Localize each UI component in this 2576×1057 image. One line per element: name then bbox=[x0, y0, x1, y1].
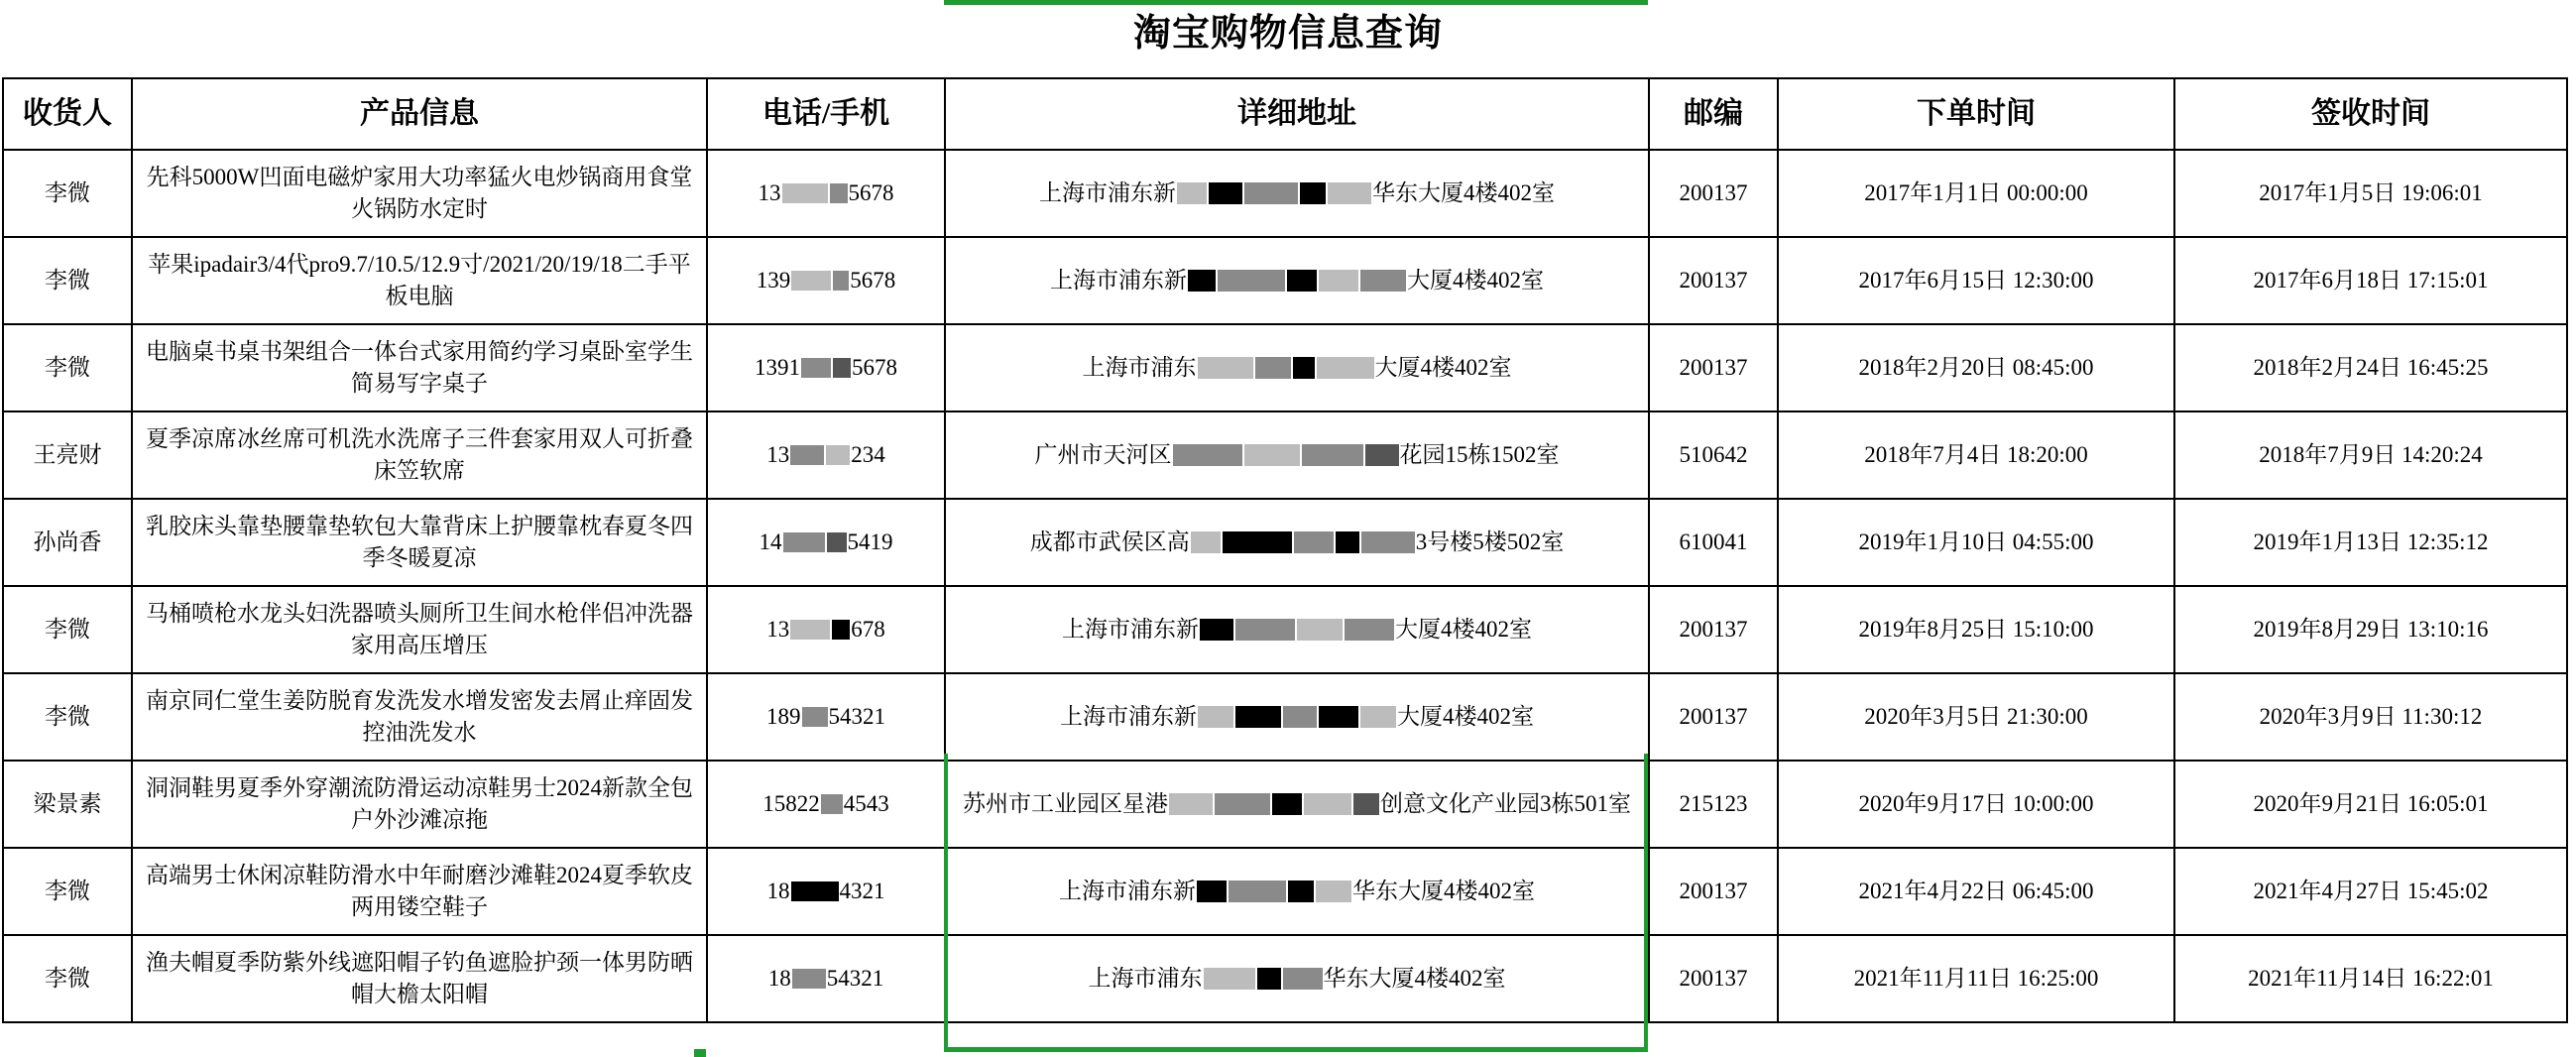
address-prefix: 上海市浦东 bbox=[1088, 966, 1203, 992]
phone-suffix: 234 bbox=[851, 442, 885, 468]
cell-zip: 215123 bbox=[1649, 761, 1778, 848]
cell-product: 夏季凉席冰丝席可机洗水洗席子三件套家用双人可折叠床笠软席 bbox=[132, 411, 707, 499]
cell-product: 乳胶床头靠垫腰靠垫软包大靠背床上护腰靠枕春夏冬四季冬暖夏凉 bbox=[132, 499, 707, 586]
column-header-phone: 电话/手机 bbox=[707, 78, 945, 150]
cell-order-time: 2019年8月25日 15:10:00 bbox=[1778, 586, 2174, 673]
redaction-block bbox=[1200, 619, 1233, 641]
column-header-receive-time: 签收时间 bbox=[2174, 78, 2567, 150]
table-row bbox=[3, 150, 2567, 237]
cell-address bbox=[945, 848, 1649, 935]
redaction-block bbox=[1188, 270, 1216, 292]
redaction-block bbox=[1294, 531, 1334, 553]
phone-prefix: 139 bbox=[756, 268, 791, 294]
address-suffix: 大厦4楼402室 bbox=[1374, 355, 1512, 381]
redaction-block bbox=[801, 358, 831, 378]
redaction-block bbox=[827, 532, 847, 552]
redaction-block bbox=[1345, 619, 1394, 641]
cell-phone bbox=[707, 411, 945, 499]
redaction-block bbox=[1304, 793, 1351, 815]
redaction-block bbox=[1360, 706, 1396, 728]
column-header-recipient: 收货人 bbox=[3, 78, 132, 150]
table-body bbox=[3, 150, 2567, 1022]
cell-phone bbox=[707, 499, 945, 586]
phone-prefix: 189 bbox=[766, 704, 801, 730]
redaction-block bbox=[1235, 619, 1295, 641]
cell-order-time: 2017年1月1日 00:00:00 bbox=[1778, 150, 2174, 237]
redaction-block bbox=[1223, 531, 1292, 553]
cell-address bbox=[945, 673, 1649, 761]
redaction-block bbox=[1257, 968, 1281, 990]
phone-suffix: 678 bbox=[851, 617, 885, 643]
redaction-block bbox=[826, 445, 850, 465]
redaction-block bbox=[1198, 357, 1253, 379]
cell-receive-time: 2019年1月13日 12:35:12 bbox=[2174, 499, 2567, 586]
redaction-block bbox=[1316, 881, 1351, 902]
cell-recipient: 王亮财 bbox=[3, 411, 132, 499]
redaction-block bbox=[1360, 270, 1406, 292]
cell-product: 渔夫帽夏季防紫外线遮阳帽子钓鱼遮脸护颈一体男防晒帽大檐太阳帽 bbox=[132, 935, 707, 1022]
phone-suffix: 5678 bbox=[852, 355, 897, 381]
cell-recipient: 李微 bbox=[3, 586, 132, 673]
cell-zip: 200137 bbox=[1649, 324, 1778, 411]
phone-suffix: 5678 bbox=[850, 268, 896, 294]
address-prefix: 上海市浦东新 bbox=[1050, 268, 1187, 294]
cell-order-time: 2021年4月22日 06:45:00 bbox=[1778, 848, 2174, 935]
cell-receive-time: 2018年7月9日 14:20:24 bbox=[2174, 411, 2567, 499]
redaction-block bbox=[830, 183, 848, 203]
cell-receive-time: 2017年6月18日 17:15:01 bbox=[2174, 237, 2567, 324]
address-selection-left-edge bbox=[944, 754, 948, 1051]
phone-suffix: 4543 bbox=[843, 791, 889, 817]
cell-product: 先科5000W凹面电磁炉家用大功率猛火电炒锅商用食堂火锅防水定时 bbox=[132, 150, 707, 237]
redaction-block bbox=[1235, 706, 1281, 728]
cell-receive-time: 2021年11月14日 16:22:01 bbox=[2174, 935, 2567, 1022]
address-suffix: 3号楼5楼502室 bbox=[1415, 529, 1565, 555]
redaction-block bbox=[802, 707, 828, 727]
cell-receive-time: 2021年4月27日 15:45:02 bbox=[2174, 848, 2567, 935]
redaction-block bbox=[1218, 270, 1285, 292]
cell-recipient: 李微 bbox=[3, 848, 132, 935]
address-selection-right-edge bbox=[1644, 754, 1648, 1051]
cell-recipient: 梁景素 bbox=[3, 761, 132, 848]
redaction-block bbox=[1283, 968, 1323, 990]
address-prefix: 上海市浦东新 bbox=[1060, 704, 1197, 730]
phone-prefix: 13 bbox=[766, 442, 790, 468]
address-suffix: 大厦4楼402室 bbox=[1407, 268, 1544, 294]
address-suffix: 华东大厦4楼402室 bbox=[1352, 879, 1535, 904]
cell-zip: 200137 bbox=[1649, 150, 1778, 237]
cell-receive-time: 2017年1月5日 19:06:01 bbox=[2174, 150, 2567, 237]
phone-suffix: 54321 bbox=[826, 966, 884, 992]
address-prefix: 上海市浦东新 bbox=[1039, 180, 1176, 206]
table-row bbox=[3, 935, 2567, 1022]
redaction-block bbox=[1191, 531, 1221, 553]
redaction-block bbox=[1317, 357, 1374, 379]
address-suffix: 大厦4楼402室 bbox=[1395, 617, 1532, 643]
address-suffix: 华东大厦4楼402室 bbox=[1323, 966, 1506, 992]
redaction-block bbox=[1297, 619, 1343, 641]
redaction-block bbox=[791, 271, 831, 291]
redaction-block bbox=[1319, 270, 1358, 292]
redaction-block bbox=[1361, 531, 1415, 553]
cell-phone bbox=[707, 150, 945, 237]
redaction-block bbox=[1255, 357, 1291, 379]
cell-zip: 510642 bbox=[1649, 411, 1778, 499]
redaction-block bbox=[1173, 444, 1242, 466]
address-prefix: 广州市天河区 bbox=[1034, 442, 1172, 468]
column-header-order-time: 下单时间 bbox=[1778, 78, 2174, 150]
phone-suffix: 54321 bbox=[828, 704, 885, 730]
redaction-block bbox=[821, 794, 843, 814]
cell-receive-time: 2020年9月21日 16:05:01 bbox=[2174, 761, 2567, 848]
phone-prefix: 18 bbox=[767, 966, 791, 992]
cell-phone bbox=[707, 761, 945, 848]
column-header-product: 产品信息 bbox=[132, 78, 707, 150]
cell-zip: 200137 bbox=[1649, 673, 1778, 761]
cell-address bbox=[945, 324, 1649, 411]
redaction-block bbox=[1198, 706, 1233, 728]
redaction-block bbox=[1197, 881, 1227, 902]
address-suffix: 华东大厦4楼402室 bbox=[1372, 180, 1555, 206]
phone-prefix: 15822 bbox=[762, 791, 820, 817]
address-prefix: 上海市浦东新 bbox=[1062, 617, 1199, 643]
page-title: 淘宝购物信息查询 bbox=[1132, 13, 1443, 55]
cell-address bbox=[945, 935, 1649, 1022]
cell-order-time: 2019年1月10日 04:55:00 bbox=[1778, 499, 2174, 586]
cell-product: 马桶喷枪水龙头妇洗器喷头厕所卫生间水枪伴侣冲洗器家用高压增压 bbox=[132, 586, 707, 673]
redaction-block bbox=[1328, 182, 1371, 204]
redaction-block bbox=[833, 271, 849, 291]
cell-phone bbox=[707, 673, 945, 761]
redaction-block bbox=[1353, 793, 1379, 815]
redaction-block bbox=[1293, 357, 1315, 379]
address-suffix: 大厦4楼402室 bbox=[1397, 704, 1534, 730]
cell-order-time: 2017年6月15日 12:30:00 bbox=[1778, 237, 2174, 324]
cell-product: 苹果ipadair3/4代pro9.7/10.5/12.9寸/2021/20/19/18二手平板电脑 bbox=[132, 237, 707, 324]
cell-phone bbox=[707, 586, 945, 673]
phone-prefix: 1391 bbox=[755, 355, 800, 381]
cell-zip: 200137 bbox=[1649, 935, 1778, 1022]
redaction-block bbox=[783, 532, 825, 552]
redaction-block bbox=[1177, 182, 1207, 204]
redaction-block bbox=[833, 358, 851, 378]
address-suffix: 花园15栋1502室 bbox=[1399, 442, 1560, 468]
cell-zip: 200137 bbox=[1649, 237, 1778, 324]
cell-address bbox=[945, 586, 1649, 673]
phone-suffix: 5419 bbox=[847, 529, 893, 555]
cell-receive-time: 2019年8月29日 13:10:16 bbox=[2174, 586, 2567, 673]
column-header-address: 详细地址 bbox=[945, 78, 1649, 150]
cell-address bbox=[945, 499, 1649, 586]
redaction-block bbox=[1287, 270, 1317, 292]
phone-suffix: 4321 bbox=[839, 879, 885, 904]
redaction-block bbox=[1229, 881, 1286, 902]
redaction-block bbox=[791, 881, 839, 901]
phone-prefix: 13 bbox=[766, 617, 790, 643]
redaction-block bbox=[832, 620, 850, 640]
cell-recipient: 李微 bbox=[3, 150, 132, 237]
cell-product: 电脑桌书桌书架组合一体台式家用简约学习桌卧室学生简易写字桌子 bbox=[132, 324, 707, 411]
redaction-block bbox=[1336, 531, 1359, 553]
redaction-block bbox=[1204, 968, 1255, 990]
redaction-block bbox=[1169, 793, 1213, 815]
table-row bbox=[3, 848, 2567, 935]
table-row bbox=[3, 411, 2567, 499]
cell-recipient: 孙尚香 bbox=[3, 499, 132, 586]
redaction-block bbox=[1209, 182, 1242, 204]
redaction-block bbox=[1272, 793, 1302, 815]
redaction-block bbox=[790, 445, 824, 465]
cell-recipient: 李微 bbox=[3, 324, 132, 411]
redaction-block bbox=[782, 183, 828, 203]
phone-prefix: 18 bbox=[766, 879, 790, 904]
cell-receive-time: 2020年3月9日 11:30:12 bbox=[2174, 673, 2567, 761]
table-row bbox=[3, 499, 2567, 586]
table-row bbox=[3, 586, 2567, 673]
redaction-block bbox=[792, 969, 826, 989]
phone-prefix: 13 bbox=[758, 180, 781, 206]
cell-phone bbox=[707, 848, 945, 935]
cell-product: 高端男士休闲凉鞋防滑水中年耐磨沙滩鞋2024夏季软皮两用镂空鞋子 bbox=[132, 848, 707, 935]
redaction-block bbox=[1365, 444, 1399, 466]
redaction-block bbox=[1283, 706, 1317, 728]
cell-product: 南京同仁堂生姜防脱育发洗发水增发密发去屑止痒固发控油洗发水 bbox=[132, 673, 707, 761]
cell-phone bbox=[707, 237, 945, 324]
cell-address bbox=[945, 237, 1649, 324]
cell-receive-time: 2018年2月24日 16:45:25 bbox=[2174, 324, 2567, 411]
table-row bbox=[3, 673, 2567, 761]
cell-recipient: 李微 bbox=[3, 935, 132, 1022]
redaction-block bbox=[1244, 182, 1298, 204]
selection-marker bbox=[694, 1049, 706, 1057]
cell-address bbox=[945, 411, 1649, 499]
cell-phone bbox=[707, 324, 945, 411]
bottom-accent-rule bbox=[944, 1047, 1648, 1052]
address-prefix: 上海市浦东新 bbox=[1059, 879, 1196, 904]
redaction-block bbox=[790, 620, 830, 640]
cell-order-time: 2020年9月17日 10:00:00 bbox=[1778, 761, 2174, 848]
phone-suffix: 5678 bbox=[848, 180, 894, 206]
redaction-block bbox=[1302, 444, 1363, 466]
cell-zip: 200137 bbox=[1649, 586, 1778, 673]
column-header-zip: 邮编 bbox=[1649, 78, 1778, 150]
table-header-row bbox=[3, 78, 2567, 150]
cell-order-time: 2018年7月4日 18:20:00 bbox=[1778, 411, 2174, 499]
redaction-block bbox=[1215, 793, 1270, 815]
cell-phone bbox=[707, 935, 945, 1022]
address-prefix: 苏州市工业园区星港 bbox=[963, 791, 1168, 817]
address-prefix: 上海市浦东 bbox=[1082, 355, 1197, 381]
address-suffix: 创意文化产业园3栋501室 bbox=[1380, 791, 1631, 817]
table-row bbox=[3, 324, 2567, 411]
redaction-block bbox=[1244, 444, 1300, 466]
cell-order-time: 2018年2月20日 08:45:00 bbox=[1778, 324, 2174, 411]
cell-recipient: 李微 bbox=[3, 673, 132, 761]
cell-address bbox=[945, 150, 1649, 237]
cell-address bbox=[945, 761, 1649, 848]
cell-order-time: 2020年3月5日 21:30:00 bbox=[1778, 673, 2174, 761]
cell-zip: 610041 bbox=[1649, 499, 1778, 586]
redaction-block bbox=[1319, 706, 1358, 728]
table-row bbox=[3, 237, 2567, 324]
cell-order-time: 2021年11月11日 16:25:00 bbox=[1778, 935, 2174, 1022]
top-accent-rule bbox=[944, 0, 1648, 5]
cell-zip: 200137 bbox=[1649, 848, 1778, 935]
purchase-info-table bbox=[2, 77, 2568, 1023]
address-prefix: 成都市武侯区高 bbox=[1029, 529, 1190, 555]
table-row bbox=[3, 761, 2567, 848]
purchase-info-table-wrapper bbox=[0, 77, 2576, 1023]
redaction-block bbox=[1300, 182, 1326, 204]
cell-recipient: 李微 bbox=[3, 237, 132, 324]
cell-product: 洞洞鞋男夏季外穿潮流防滑运动凉鞋男士2024新款全包户外沙滩凉拖 bbox=[132, 761, 707, 848]
phone-prefix: 14 bbox=[759, 529, 782, 555]
redaction-block bbox=[1288, 881, 1314, 902]
